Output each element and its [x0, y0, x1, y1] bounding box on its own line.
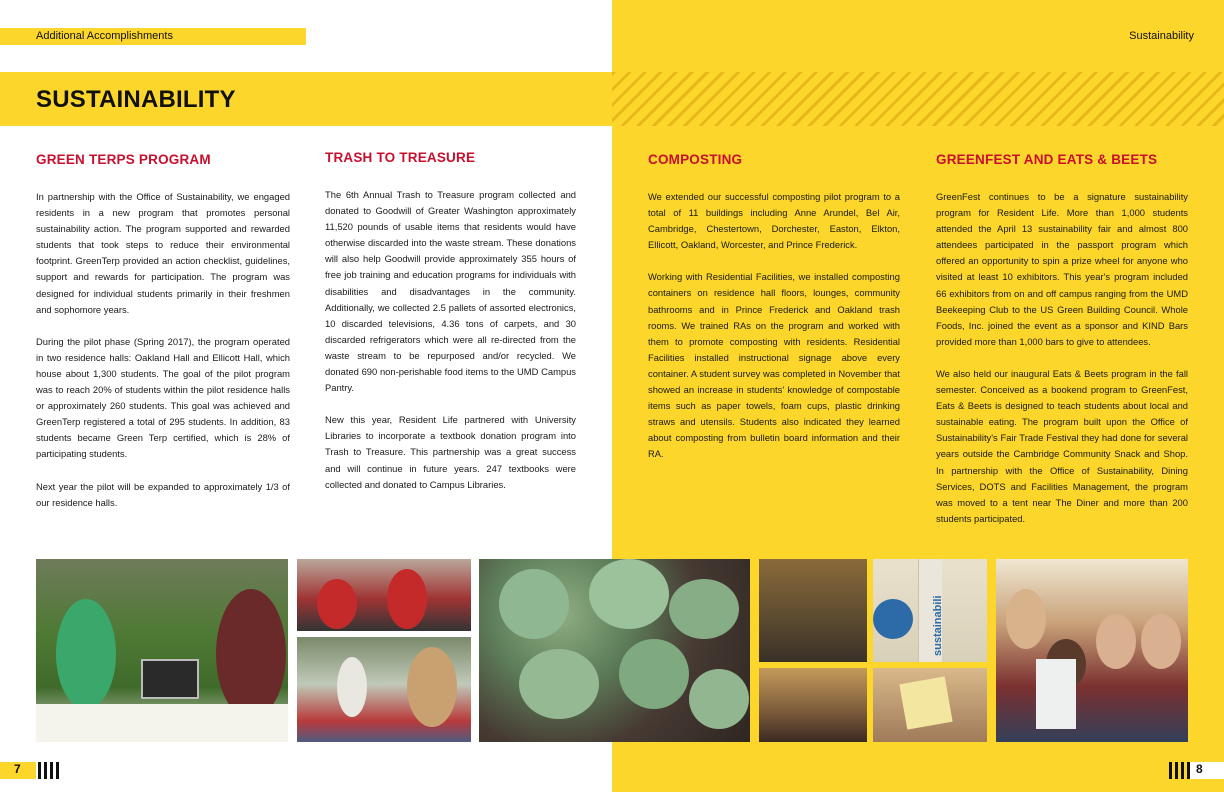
- section-green-terps: [36, 152, 290, 527]
- section-paragraph: New this year, Resident Life partnered with University Libraries to incorporate a textbook donation program into Trash to Treasure. This partnership was a great success and will continue in future years. 247 textbooks were collected and donated to Campus Libraries.: [325, 414, 576, 490]
- section-heading: COMPOSTING: [648, 152, 743, 167]
- section-heading: GREEN TERPS PROGRAM: [36, 152, 211, 167]
- sign-banner-text: sustainabili: [932, 595, 944, 656]
- header-tab-left: Additional Accomplishments: [0, 28, 306, 45]
- section-paragraph: In partnership with the Office of Sustainability, we engaged residents in a new program that promotes personal sustainability action. The program supported and rewarded students that took steps to reduce their environmental footprint. GreenTerp provided an action checklist, guidelines, support and rewards for participation. The program was designed for individual students primarily in their freshmen and sophomore years.: [36, 191, 290, 315]
- barcode-decoration-right: [1169, 762, 1190, 779]
- section-greenfest: [936, 152, 1188, 543]
- section-heading: GREENFEST AND EATS & BEETS: [936, 152, 1158, 167]
- photo-greenfest-crowd: [297, 637, 471, 742]
- photo-volunteers: [297, 559, 471, 631]
- page-title: SUSTAINABILITY: [36, 86, 236, 113]
- section-paragraph: The 6th Annual Trash to Treasure program collected and donated to Goodwill of Greater Washington approximately 11,520 pounds of usable items that residents would have otherwise discarded into the waste stream. These donations will also help Goodwill provide approximately 355 hours of free job training and education programs for individuals with disabilities and disadvantages in the community. Additionally, we collected 2.5 pallets of assorted electronics, 10 discarded televisions, 4.36 tons of carpets, and 30 discarded refrigerators which were all re-directed from the waste stream to be repurposed and/or recycled. We donated 690 non-perishable food items to the UMD Campus Pantry.: [325, 189, 576, 394]
- photo-students-group: [996, 559, 1188, 742]
- page-number-background-right: [1188, 762, 1224, 779]
- photo-succulents: [479, 559, 750, 742]
- page-number-right: 8: [1196, 762, 1203, 776]
- photo-passport: [873, 668, 987, 742]
- section-composting: [648, 152, 900, 479]
- section-paragraph: We also held our inaugural Eats & Beets program in the fall semester. Conceived as a bookend program to GreenFest, Eats & Beets is designed to teach students about local and sustainable eating. The program built upon the Office of Sustainability's Fair Trade Festival they had done for several years outside the Cambridge Community Snack and Shop. In partnership with the Office of Sustainability, Dining Services, DOTS and Facilities Management, the program was moved to a tent near The Diner and more than 200 students participated.: [936, 367, 1188, 524]
- section-paragraph: Working with Residential Facilities, we installed composting containers on residence hall floors, lounges, community bathrooms and in Prince Frederick and Oakland trash rooms. We trained RAs on the program and worked with them to promote composting with residents. Residential Facilities installed instructional signage above every container. A student survey was completed in November that showed an increase in students' knowledge of compostable items such as paper towels, foam cups, plastic drinking straws and utensils. Students also indicated they learned about composting from bulletin board information and their RA.: [648, 271, 900, 460]
- section-paragraph: We extended our successful composting pilot program to a total of 11 buildings including Anne Arundel, Bel Air, Cambridge, Chestertown, Dorchester, Easton, Elkton, Ellicott, Oakland, Worcester, and Prince Frederick.: [648, 191, 900, 251]
- header-tab-right: Sustainability: [918, 28, 1224, 45]
- photo-event-hall: [759, 559, 867, 662]
- title-band-stripes: [612, 72, 1224, 126]
- section-trash-to-treasure: [325, 150, 576, 509]
- photo-bike-demo: [759, 668, 867, 742]
- section-paragraph: During the pilot phase (Spring 2017), the program operated in two residence halls: Oakland Hall and Ellicott Hall, which house about 1,300 students. The goal of the pilot program was to reach 20% of students within the pilot residence halls or approximately 260 students. This goal was achieved and GreenTerp registered a total of 295 students. In addition, 83 students became Green Terp certified, which is 28% of participating students.: [36, 335, 290, 460]
- photo-greenterp-table: [36, 559, 288, 742]
- section-heading: TRASH TO TREASURE: [325, 150, 476, 165]
- page-number-left: 7: [14, 762, 21, 776]
- section-paragraph: Next year the pilot will be expanded to approximately 1/3 of our residence halls.: [36, 480, 290, 508]
- section-paragraph: GreenFest continues to be a signature sustainability program for Resident Life. More than 1,000 students attended the April 13 sustainability fair and almost 800 attendees participated in the passport program which offered an opportunity to spin a prize wheel for anyone who visited at least 10 exhibitors. This year's program included 66 exhibitors from on and off campus ranging from the UMD Beekeeping Club to the US Green Building Council. Whole Foods, Inc. joined the event as a sponsor and KIND Bars provided more than 1,000 bars to give to attendees.: [936, 191, 1188, 347]
- barcode-decoration-left: [38, 762, 59, 779]
